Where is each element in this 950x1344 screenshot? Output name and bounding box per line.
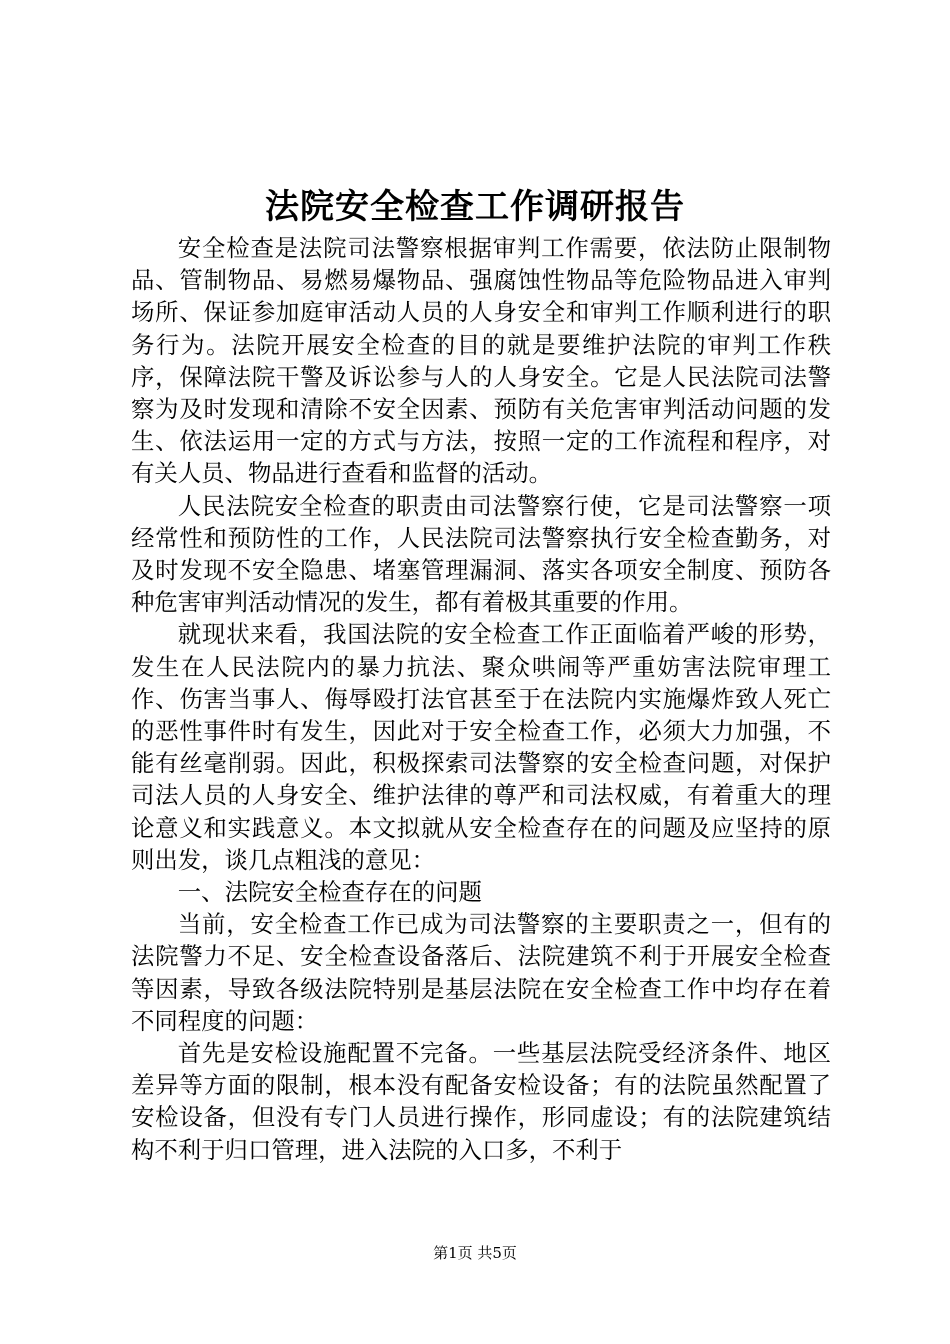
paragraph: 安全检查是法院司法警察根据审判工作需要，依法防止限制物品、管制物品、易燃易爆物品、强腐蚀性物品等危险物品进入审判场所、保证参加庭审活动人员的人身安全和审判工作顺利进行的职务行为。法院开展安全检查的目的就是要维护法院的审判工作秩序，保障法院干警及诉讼参与人的人身安全。它是人民法院司法警察为及时发现和清除不安全因素、预防有关危害审判活动问题的发生、依法运用一定的方式与方法，按照一定的工作流程和程序，对有关人员、物品进行查看和监督的活动。 <box>131 234 831 488</box>
document-title: 法院安全检查工作调研报告 <box>265 187 685 227</box>
paragraph: 首先是安检设施配置不完备。一些基层法院受经济条件、地区差异等方面的限制，根本没有配备安检设备；有的法院虽然配置了安检设备，但没有专门人员进行操作，形同虚设；有的法院建筑结构不利于归口管理，进入法院的入口多，不利于 <box>131 1039 831 1164</box>
paragraph: 当前，安全检查工作已成为司法警察的主要职责之一，但有的法院警力不足、安全检查设备落后、法院建筑不利于开展安全检查等因素，导致各级法院特别是基层法院在安全检查工作中均存在着不同程度的问题： <box>131 910 831 1035</box>
page-number-footer: 第1页 共5页 <box>433 1244 517 1262</box>
paragraph: 就现状来看，我国法院的安全检查工作正面临着严峻的形势，发生在人民法院内的暴力抗法、聚众哄闹等严重妨害法院审理工作、伤害当事人、侮辱殴打法官甚至于在法院内实施爆炸致人死亡的恶性事件时有发生，因此对于安全检查工作，必须大力加强，不能有丝毫削弱。因此，积极探索司法警察的安全检查问题，对保护司法人员的人身安全、维护法律的尊严和司法权威，有着重大的理论意义和实践意义。本文拟就从安全检查存在的问题及应坚持的原则出发，谈几点粗浅的意见： <box>131 620 831 874</box>
section-heading: 一、法院安全检查存在的问题 <box>177 878 482 907</box>
document-body <box>131 232 831 1166</box>
paragraph: 人民法院安全检查的职责由司法警察行使，它是司法警察一项经常性和预防性的工作，人民法院司法警察执行安全检查勤务，对及时发现不安全隐患、堵塞管理漏洞、落实各项安全制度、预防各种危害审判活动情况的发生，都有着极其重要的作用。 <box>131 491 831 617</box>
